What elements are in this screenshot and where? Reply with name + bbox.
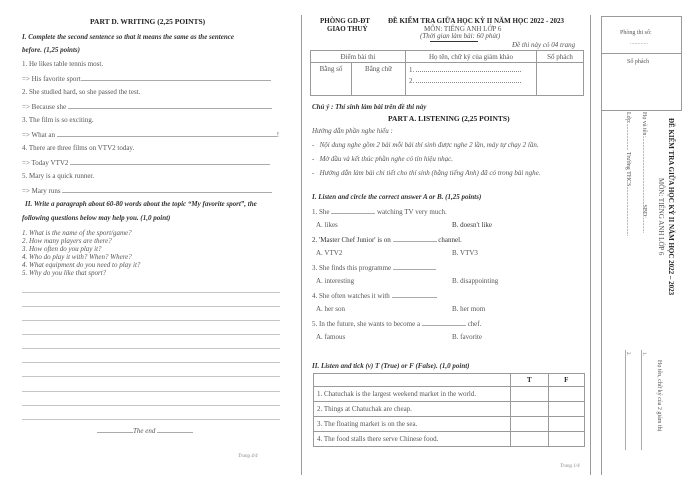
page-4: [0, 0, 298, 491]
tf-cell-t[interactable]: [511, 432, 549, 447]
question: 1. What is the name of the sport/game?: [22, 229, 132, 237]
header-code: Số phách: [537, 51, 584, 63]
writing-line[interactable]: [22, 362, 280, 363]
guide-item: - Mở đầu và kết thúc phần nghe có tín hiệu nhạc.: [312, 155, 453, 163]
the-end: [97, 426, 193, 435]
exam-title: ĐỀ KIỂM TRA GIỮA HỌC KỲ II NĂM HỌC 2022 - 2023: [388, 17, 564, 25]
code-cell[interactable]: [537, 63, 584, 96]
proctor-1-label: 1.: [641, 352, 646, 356]
tf-cell-t[interactable]: [511, 417, 549, 432]
dept-line2: GIAO THUỶ: [327, 25, 368, 33]
option-b[interactable]: B. doesn't like: [452, 221, 492, 229]
writing-line[interactable]: [22, 405, 280, 406]
guide-item: - Nội dung nghe gồm 2 bài mỗi bài thí sinh được nghe 2 lần, máy tự chạy 2 lần.: [312, 141, 539, 149]
tf-statement: 2. Things at Chatuchak are cheap.: [314, 402, 511, 417]
rot-exam-title: ĐỀ KIỂM TRA GIỮA HỌC KỲ II NĂM HỌC 2022 – 2023: [667, 118, 675, 296]
item-2-prompt: 2. She studied hard, so she passed the test.: [22, 88, 141, 96]
question: 4. What equipment do you need to play it?: [22, 261, 141, 269]
item-1-prompt: 1. He likes table tennis most.: [22, 60, 104, 68]
tf-cell-t[interactable]: [511, 387, 549, 402]
writing-line[interactable]: [22, 348, 280, 349]
examiner-2-line[interactable]: [416, 77, 521, 83]
item-3-prompt: 3. The film is so exciting.: [22, 116, 94, 124]
stem-before: 1. She: [312, 208, 330, 216]
tf-cell-f[interactable]: [548, 432, 584, 447]
writing-line[interactable]: [22, 419, 280, 420]
score-words-label: Bằng chữ: [365, 65, 392, 73]
proctor-1-line[interactable]: [641, 350, 642, 450]
decor-line: [97, 426, 133, 433]
header-examiner: Họ tên, chữ ký của giám khảo: [406, 51, 537, 63]
stem-before: 5. In the future, she wants to become a: [312, 320, 421, 328]
room-code-box: [601, 16, 682, 111]
rot-subject: MÔN: TIẾNG ANH LỚP 6: [657, 178, 665, 256]
tf-row: [314, 417, 585, 432]
answer-end: !: [276, 131, 280, 139]
answer-start: => Because she: [22, 103, 67, 111]
section2-heading: II. Write a paragraph about 60-80 words about the topic “My favorite sport”, the: [25, 200, 257, 208]
tf-cell-f[interactable]: [548, 402, 584, 417]
header-score: Điểm bài thi: [311, 51, 406, 63]
tf-statement: 4. The food stalls there serve Chinese food.: [314, 432, 511, 447]
item-5-prompt: 5. Mary is a quick runner.: [22, 172, 95, 180]
examiner-2[interactable]: [409, 76, 533, 87]
title-underline: [430, 41, 478, 42]
examiner-2-label: 2.: [409, 77, 415, 85]
item-2-answer[interactable]: [22, 102, 272, 111]
page-number: Trang 4/4: [238, 454, 258, 459]
rot-class-field[interactable]: Lớp:.................. Trường THCS.................................: [625, 112, 631, 237]
option-b[interactable]: B. favorite: [452, 333, 482, 341]
stem-blank: [393, 263, 435, 270]
question: 5. Why do you like that sport?: [22, 269, 107, 277]
decor-line: [157, 426, 193, 433]
writing-line[interactable]: [22, 292, 280, 293]
option-a[interactable]: A. famous: [316, 333, 346, 341]
stem-blank: [331, 207, 375, 214]
item-4-prompt: 4. There are three films on VTV2 today.: [22, 144, 135, 152]
stem-after: chef.: [467, 320, 482, 328]
answer-blank[interactable]: [68, 102, 272, 109]
tf-header-blank: [314, 374, 511, 387]
item-5-answer[interactable]: [22, 186, 272, 195]
option-b[interactable]: B. disappointing: [452, 277, 499, 285]
examiner-1-line[interactable]: [416, 66, 521, 72]
page-border-right: [590, 15, 591, 475]
mc-stem: [312, 291, 437, 300]
true-false-table: [313, 373, 585, 447]
option-a[interactable]: A. VTV2: [316, 249, 343, 257]
stem-after: .: [435, 292, 438, 300]
option-a[interactable]: A. interesting: [316, 277, 355, 285]
answer-start: => Mary runs: [22, 187, 61, 195]
mc-stem: [312, 207, 447, 216]
answer-blank[interactable]: [70, 158, 270, 165]
stem-before: 4. She often watches it with: [312, 292, 390, 300]
option-b[interactable]: B. her mom: [452, 305, 486, 313]
listening-section1-heading: I. Listen and circle the correct answer A or B. (1,25 points): [312, 193, 482, 201]
tf-header-t: T: [511, 374, 549, 387]
examiner-cell[interactable]: [406, 63, 537, 96]
part-d-title: PART D. WRITING (2,25 POINTS): [90, 17, 206, 26]
page-number: Trang 1/4: [560, 464, 580, 469]
writing-line[interactable]: [22, 391, 280, 392]
answer-start: => Today VTV2: [22, 159, 69, 167]
stem-after: .: [434, 264, 437, 272]
guide-item-text: Hướng dẫn làm bài chi tiết cho thí sinh (bằng tiếng Anh) đã có trong bài nghe.: [319, 169, 541, 177]
answer-blank[interactable]: [57, 130, 280, 139]
rot-name-field[interactable]: Họ và tên:.............................................SBD:..........: [641, 112, 647, 233]
tf-row: [314, 402, 585, 417]
question: 3. How often do you play it?: [22, 245, 102, 253]
answer-blank[interactable]: [62, 186, 272, 193]
box-divider: [602, 53, 681, 54]
stub-border: [601, 109, 602, 475]
option-a[interactable]: A. her son: [316, 305, 345, 313]
writing-line[interactable]: [22, 306, 280, 307]
stem-after: watching TV very much.: [377, 208, 447, 216]
guide-item: - Hướng dẫn làm bài chi tiết cho thí sinh (bằng tiếng Anh) đã có trong bài nghe.: [312, 169, 541, 177]
writing-line[interactable]: [22, 320, 280, 321]
item-4-answer[interactable]: [22, 158, 270, 167]
mc-stem: [312, 235, 462, 244]
writing-line[interactable]: [22, 376, 280, 377]
tf-cell-f[interactable]: [548, 387, 584, 402]
room-label: Phòng thi số:: [620, 30, 652, 36]
question: 2. How many players are there?: [22, 237, 112, 245]
section1-heading: I. Complete the second sentence so that it means the same as the sentence: [22, 33, 234, 41]
guide-item-text: Mở đầu và kết thúc phần nghe có tín hiệu nhạc.: [319, 155, 453, 163]
score-table: [310, 50, 584, 96]
rot-proctor-label: Họ tên, chữ ký của 2 giám thị: [656, 360, 662, 432]
item-1-answer[interactable]: [22, 74, 271, 83]
item-3-answer[interactable]: [22, 130, 279, 139]
tf-cell-t[interactable]: [511, 402, 549, 417]
mc-stem: [312, 319, 481, 328]
section1-heading-cont: before. (1,25 points): [22, 46, 80, 54]
option-a[interactable]: A. likes: [316, 221, 338, 229]
guide-item-text: Nội dung nghe gồm 2 bài mỗi bài thí sinh được nghe 2 lần, máy tự chạy 2 lần.: [319, 141, 539, 149]
stem-blank: [392, 291, 436, 298]
answer-start: => His favorite sport: [22, 75, 81, 83]
room-value[interactable]: ............: [630, 40, 648, 46]
part-a-title: PART A. LISTENING (2,25 POINTS): [388, 114, 510, 123]
stem-blank: [393, 235, 437, 242]
mc-stem: [312, 263, 437, 272]
section2-heading-cont: following questions below may help you. (1,0 point): [22, 214, 171, 222]
writing-line[interactable]: [22, 334, 280, 335]
exam-note: Chú ý : Thí sinh làm bài trên đề thi này: [312, 103, 427, 111]
pages-note: Đề thi này có 04 trang: [512, 41, 576, 49]
tf-header-f: F: [548, 374, 584, 387]
proctor-2-label: 2.: [625, 352, 630, 356]
guide-title: Hướng dẫn phần nghe hiểu :: [312, 127, 393, 135]
stem-before: 2. 'Master Chef Junior' is on: [312, 236, 391, 244]
option-b[interactable]: B. VTV3: [452, 249, 478, 257]
proctor-2-line[interactable]: [625, 350, 626, 450]
answer-start: => What an: [22, 131, 56, 139]
examiner-1-label: 1.: [409, 66, 415, 74]
tf-row: [314, 432, 585, 447]
tf-statement: 1. Chatuchak is the largest weekend market in the world.: [314, 387, 511, 402]
score-words-cell[interactable]: [352, 63, 406, 96]
code-label: Số phách: [627, 59, 650, 65]
tf-cell-f[interactable]: [548, 417, 584, 432]
listening-section2-heading: II. Listen and tick (v) T (True) or F (False). (1,0 point): [312, 362, 470, 370]
score-numeric-label: Bằng số: [319, 65, 343, 73]
score-numeric-cell[interactable]: [311, 63, 352, 96]
tf-row: [314, 387, 585, 402]
stem-after: channel.: [438, 236, 462, 244]
tf-statement: 3. The floating market is on the sea.: [314, 417, 511, 432]
exam-subject: MÔN: TIẾNG ANH LỚP 6: [424, 25, 502, 33]
examiner-1[interactable]: [409, 65, 533, 76]
stem-blank: [422, 319, 466, 326]
page-1: [302, 0, 590, 491]
question: 4. Who do play it with? When? Where?: [22, 253, 132, 261]
the-end-text: The end: [133, 427, 156, 435]
stem-before: 3. She finds this programme: [312, 264, 392, 272]
answer-blank[interactable]: [81, 74, 271, 81]
exam-duration: (Thời gian làm bài: 60 phút): [420, 32, 501, 40]
dept-line1: PHÒNG GD-ĐT: [320, 17, 370, 25]
